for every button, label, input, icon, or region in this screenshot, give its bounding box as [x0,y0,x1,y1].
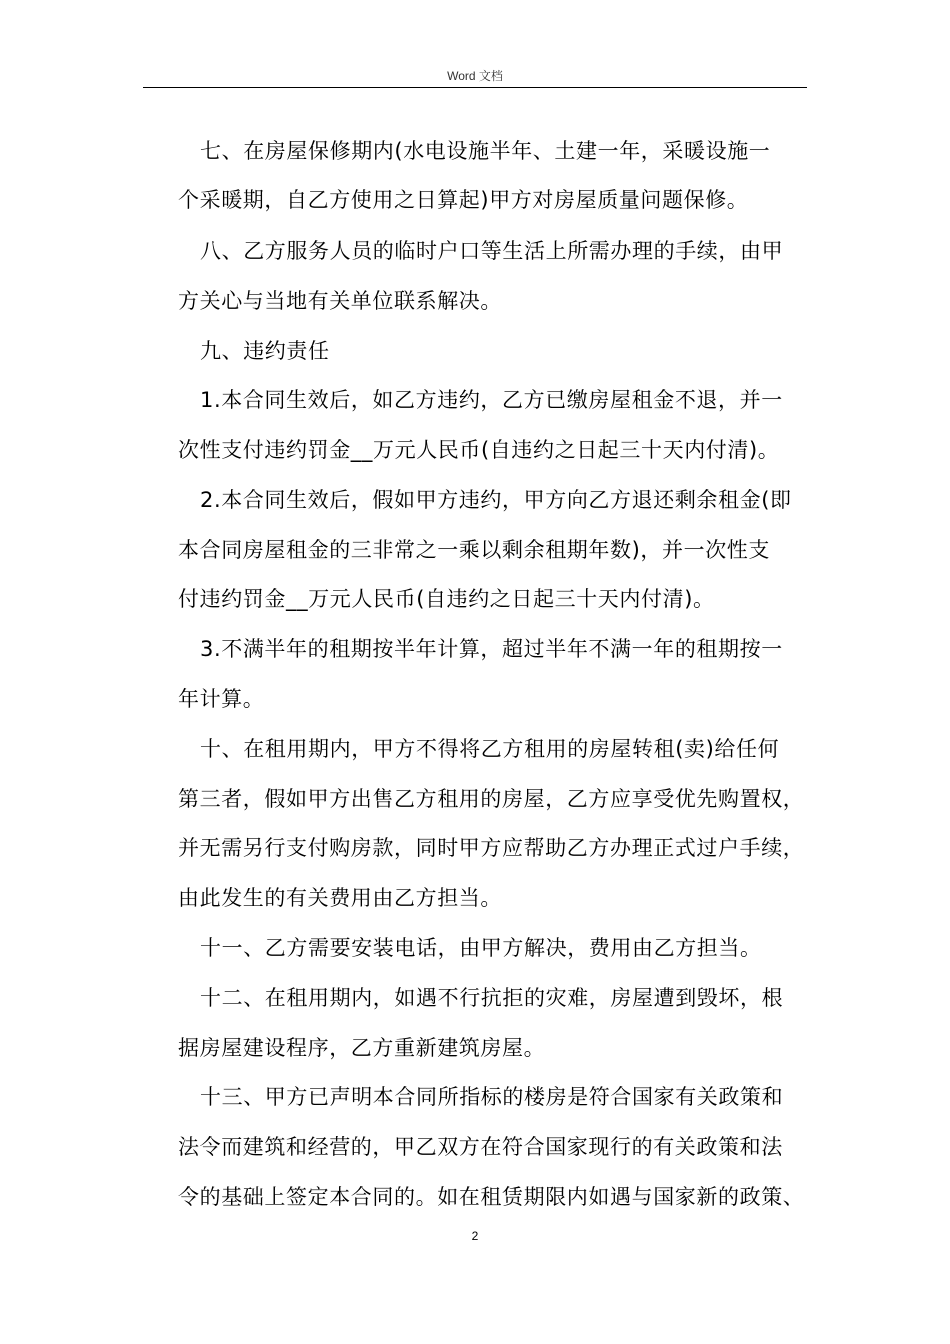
paragraph-line: 七、在房屋保修期内(水电设施半年、土建一年，采暖设施一 [200,139,771,163]
paragraph-line: 次性支付违约罚金__万元人民币(自违约之日起三十天内付清)。 [178,438,780,462]
paragraph-line: 3.不满半年的租期按半年计算，超过半年不满一年的租期按一 [200,637,783,661]
paragraph-line: 方关心与当地有关单位联系解决。 [178,289,502,313]
paragraph-line: 九、违约责任 [200,339,330,363]
paragraph-line: 个采暖期，自乙方使用之日算起)甲方对房屋质量问题保修。 [178,188,749,212]
paragraph-line: 由此发生的有关费用由乙方担当。 [178,886,502,910]
page-number: 2 [471,1229,479,1243]
paragraph-line: 2.本合同生效后，假如甲方违约，甲方向乙方退还剩余租金(即 [200,488,792,512]
paragraph-line: 1.本合同生效后，如乙方违约，乙方已缴房屋租金不退，并一 [200,388,783,412]
paragraph-line: 十、在租用期内，甲方不得将乙方租用的房屋转租(卖)给任何 [200,737,780,761]
paragraph-line: 并无需另行支付购房款，同时甲方应帮助乙方办理正式过户手续， [178,836,805,860]
paragraph-line: 第三者，假如甲方出售乙方租用的房屋，乙方应享受优先购置权， [178,787,805,811]
paragraph-line: 本合同房屋租金的三非常之一乘以剩余租期年数)，并一次性支 [178,538,770,562]
paragraph-line: 据房屋建设程序，乙方重新建筑房屋。 [178,1036,546,1060]
header-divider [143,87,807,88]
paragraph-line: 令的基础上签定本合同的。如在租赁期限内如遇与国家新的政策、 [178,1185,805,1209]
paragraph-line: 年计算。 [178,687,265,711]
paragraph-line: 十一、乙方需要安装电话，由甲方解决，费用由乙方担当。 [200,936,762,960]
paragraph-line: 十三、甲方已声明本合同所指标的楼房是符合国家有关政策和 [200,1085,784,1109]
paragraph-line: 八、乙方服务人员的临时户口等生活上所需办理的手续，由甲 [200,239,784,263]
paragraph-line: 十二、在租用期内，如遇不行抗拒的灾难，房屋遭到毁坏，根 [200,986,784,1010]
page-header-title: Word 文档 [447,69,503,83]
paragraph-line: 法令而建筑和经营的，甲乙双方在符合国家现行的有关政策和法 [178,1135,783,1159]
paragraph-line: 付违约罚金__万元人民币(自违约之日起三十天内付清)。 [178,587,715,611]
